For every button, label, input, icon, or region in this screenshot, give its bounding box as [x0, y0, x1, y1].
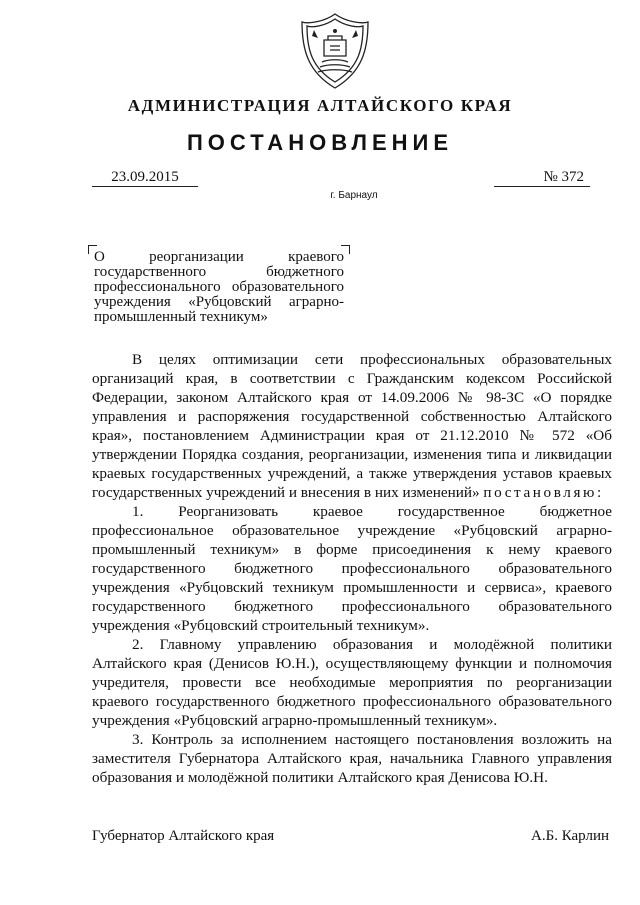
document-city: г. Барнаул	[330, 190, 378, 201]
preamble-paragraph	[92, 350, 612, 502]
item-paragraph-2: 2. Главному управлению образования и молодёжной политики Алтайского края (Денисов Ю.Н.), осуществляющему функции и полномочия учредителя, провести все необходимые мероприятия по реорганизации краевого государственного бюджетного профессионального образовательного учреждения «Рубцовский аграрно-промышленный техникум».	[92, 636, 612, 729]
coat-of-arms-icon	[294, 10, 376, 92]
item-paragraph-1: 1. Реорганизовать краевое государственное бюджетное профессиональное образовательное учреждение «Рубцовский аграрно-промышленный техникум» в форме присоединения к нему краевого государственного бюджетного профессионального образовательного учреждения «Рубцовский техникум промышленности и сервиса», краевого государственного бюджетного профессионального образовательного учреждения «Рубцовский строительный техникум».	[92, 503, 612, 634]
signatory-title: Губернатор Алтайского края	[92, 828, 275, 844]
document-subject: О реорганизации краевого государственного бюджетного профессионального образовательного учреждения «Рубцовский аграрно-промышленный техникум»	[94, 249, 344, 325]
document-date: 23.09.2015	[92, 169, 198, 187]
decree-word: постановляю:	[483, 484, 604, 501]
signatory-name: А.Б. Карлин	[531, 828, 610, 844]
document-type-title: ПОСТАНОВЛЕНИЕ	[186, 130, 454, 155]
preamble-text: В целях оптимизации сети профессиональных образовательных организаций края, в соответствии с Гражданским кодексом Российской Федерации, законом Алтайского края от 14.09.2006 № 98-ЗС «О порядке управления и распоряжения государственной собственностью Алтайского края», постановлением Администрации края от 21.12.2010 № 572 «Об утверждении Порядка создания, реорганизации, изменения типа и ликвидации краевых государственных учреждений, а также утверждения уставов краевых государственных учреждений и внесения в них изменений»	[92, 351, 612, 501]
organization-title: АДМИНИСТРАЦИЯ АЛТАЙСКОГО КРАЯ	[127, 96, 513, 115]
document-number: № 372	[494, 169, 590, 187]
item-paragraph-3: 3. Контроль за исполнением настоящего постановления возложить на заместителя Губернатора Алтайского края, начальника Главного управления образования и молодёжной политики Алтайского края Денисова Ю.Н.	[92, 731, 612, 786]
document-body	[92, 350, 612, 787]
